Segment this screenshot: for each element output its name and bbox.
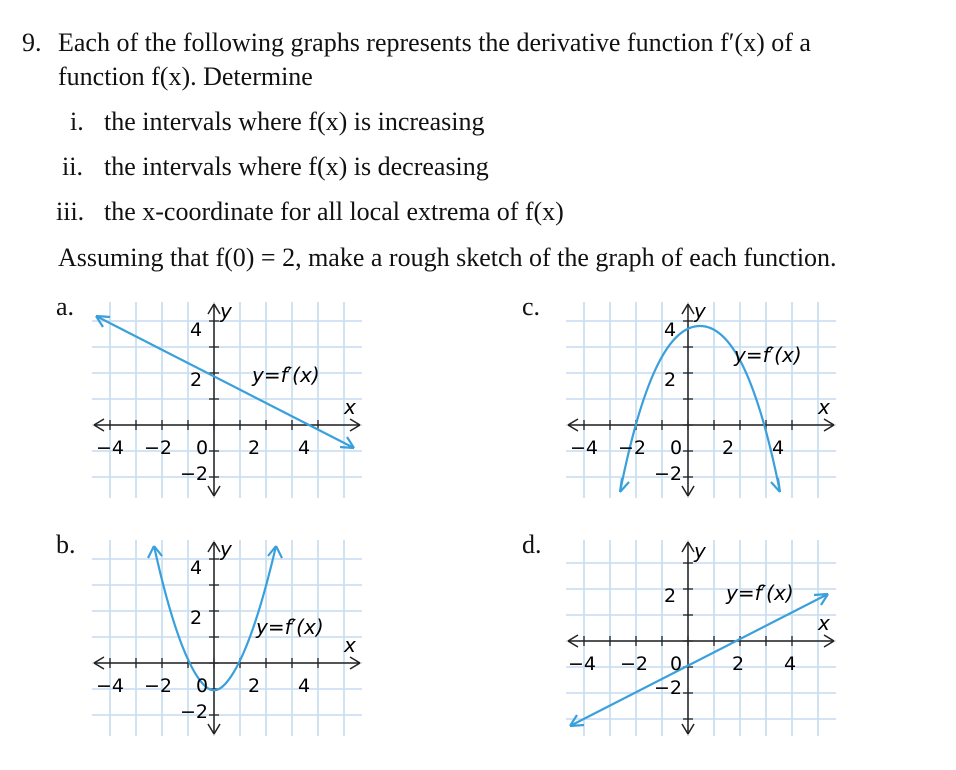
axes bbox=[568, 304, 834, 498]
curve-label: y=f′(x) bbox=[726, 581, 794, 605]
item-ii-text: the intervals where f(x) is decreasing bbox=[104, 152, 489, 181]
x-tick-label: −4 bbox=[570, 437, 599, 459]
item-ii-num: ii. bbox=[62, 152, 83, 181]
graph-c bbox=[566, 302, 836, 498]
y-axis-label: y bbox=[694, 540, 706, 563]
graph-a bbox=[92, 302, 362, 498]
x-tick-label: 2 bbox=[722, 437, 735, 459]
curve-arrowhead-left bbox=[620, 478, 629, 492]
x-tick-label: 4 bbox=[772, 437, 785, 459]
x-tick-label: −2 bbox=[618, 437, 647, 459]
grid bbox=[566, 302, 836, 498]
x-tick-label: −4 bbox=[568, 653, 597, 675]
x-tick-label: −2 bbox=[144, 675, 173, 697]
graph-a-label: a. bbox=[56, 292, 75, 321]
y-tick-label: 2 bbox=[664, 369, 677, 391]
x-tick-label: 4 bbox=[784, 653, 797, 675]
x-tick-label: 4 bbox=[298, 675, 311, 697]
x-tick-label: 2 bbox=[248, 675, 261, 697]
y-tick-label: 2 bbox=[664, 585, 677, 607]
y-tick-label: 4 bbox=[190, 319, 203, 341]
x-axis-label: x bbox=[818, 395, 830, 419]
graph-b-label: b. bbox=[56, 530, 76, 559]
x-tick-label: 0 bbox=[196, 675, 209, 697]
graph-b bbox=[92, 540, 362, 736]
axes bbox=[568, 540, 834, 734]
x-axis-label: x bbox=[818, 611, 830, 635]
graph-d bbox=[566, 540, 836, 736]
curve-label: y=f′(x) bbox=[256, 615, 324, 639]
x-tick-label: −2 bbox=[620, 653, 649, 675]
y-tick-label: 4 bbox=[664, 319, 677, 341]
y-axis-label: y bbox=[694, 302, 706, 323]
curve-label: y=f′(x) bbox=[252, 363, 320, 387]
y-tick-label: 2 bbox=[190, 607, 203, 629]
x-tick-label: 2 bbox=[248, 437, 261, 459]
x-tick-label: 4 bbox=[298, 437, 311, 459]
x-tick-label: 0 bbox=[196, 437, 209, 459]
y-axis-label: y bbox=[220, 540, 232, 561]
y-tick-label: 2 bbox=[190, 369, 203, 391]
x-tick-label: 0 bbox=[670, 437, 683, 459]
y-tick-label: −2 bbox=[654, 463, 683, 485]
curve-arrowhead-right bbox=[771, 478, 780, 492]
graph-c-label: c. bbox=[522, 292, 541, 321]
x-axis-label: x bbox=[344, 633, 356, 657]
x-tick-label: −4 bbox=[96, 675, 125, 697]
graph-d-label: d. bbox=[522, 530, 542, 559]
y-tick-label: 4 bbox=[190, 557, 203, 579]
curve-label: y=f′(x) bbox=[734, 343, 802, 367]
y-tick-label: −2 bbox=[654, 677, 683, 699]
x-tick-label: 0 bbox=[670, 653, 683, 675]
x-tick-label: −4 bbox=[96, 437, 125, 459]
closing-instruction: Assuming that f(0) = 2, make a rough sketch of the graph of each function. bbox=[58, 243, 837, 272]
intro-line-2: function f(x). Determine bbox=[58, 62, 313, 91]
item-i-text: the intervals where f(x) is increasing bbox=[104, 107, 485, 136]
intro-line-1: Each of the following graphs represents the derivative function f′(x) of a bbox=[58, 28, 811, 57]
grid bbox=[92, 302, 362, 498]
axes bbox=[94, 542, 360, 736]
y-tick-label: −2 bbox=[180, 463, 209, 485]
x-tick-label: 2 bbox=[732, 653, 745, 675]
item-iii-num: iii. bbox=[56, 197, 85, 226]
y-axis-label: y bbox=[220, 302, 232, 323]
x-tick-label: −2 bbox=[144, 437, 173, 459]
y-tick-label: −2 bbox=[180, 701, 209, 723]
axes bbox=[94, 304, 360, 498]
problem-number: 9. bbox=[22, 28, 42, 57]
item-i-num: i. bbox=[70, 107, 84, 136]
x-axis-label: x bbox=[344, 395, 356, 419]
item-iii-text: the x-coordinate for all local extrema of f(x) bbox=[104, 197, 564, 226]
